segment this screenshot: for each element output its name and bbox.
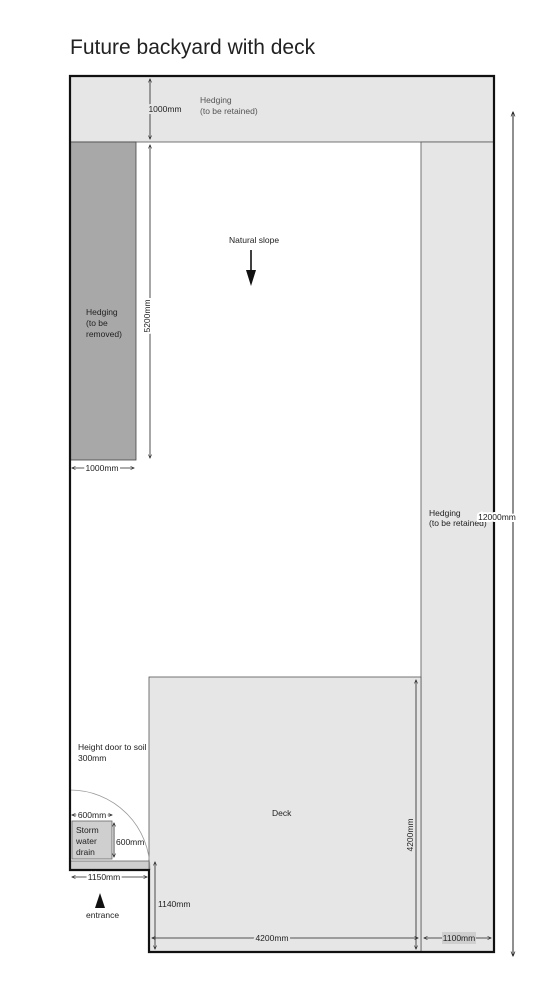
drain-height-label: 600mm <box>116 837 145 847</box>
left-hedge-length-label: 5200mm <box>142 299 152 333</box>
entrance-arrow-icon <box>95 893 105 908</box>
left-hedge-label-3: removed) <box>86 329 122 339</box>
left-hedge-label-1: Hedging <box>86 307 118 317</box>
entrance-label: entrance <box>86 910 120 920</box>
right-hedge-sublabel: (to be retained) <box>429 518 487 528</box>
right-hedge-width-label: 1100mm <box>442 933 476 943</box>
drain-label-3: drain <box>76 847 95 857</box>
entrance-width-label: 1150mm <box>87 872 121 882</box>
top-hedge-sublabel: (to be retained) <box>200 106 258 116</box>
deck-width-label: 4200mm <box>255 933 289 943</box>
diagram-title: Future backyard with deck <box>70 36 316 59</box>
top-hedge-area <box>70 76 494 142</box>
drain-label-1: Storm <box>76 825 99 835</box>
right-hedge-label: Hedging <box>429 508 461 518</box>
drain-width-label: 600mm <box>77 810 107 820</box>
slope-label: Natural slope <box>229 235 280 245</box>
entrance-depth-label: 1140mm <box>158 899 191 909</box>
deck-depth-label: 4200mm <box>405 818 415 852</box>
entrance-step <box>70 861 149 870</box>
left-hedge-area <box>70 142 136 460</box>
door-height-label-1: Height door to soil <box>78 742 147 752</box>
drain-label-2: water <box>76 836 97 846</box>
total-length-label: 12000mm <box>478 512 516 522</box>
top-hedge-depth-label: 1000mm <box>148 104 182 114</box>
right-hedge-area <box>421 142 494 952</box>
deck-label: Deck <box>272 808 292 818</box>
door-height-label-2: 300mm <box>78 753 107 763</box>
left-hedge-width-label: 1000mm <box>85 463 119 473</box>
left-hedge-label-2: (to be <box>86 318 108 328</box>
top-hedge-label: Hedging <box>200 95 232 105</box>
slope-arrowhead-icon <box>246 270 256 286</box>
